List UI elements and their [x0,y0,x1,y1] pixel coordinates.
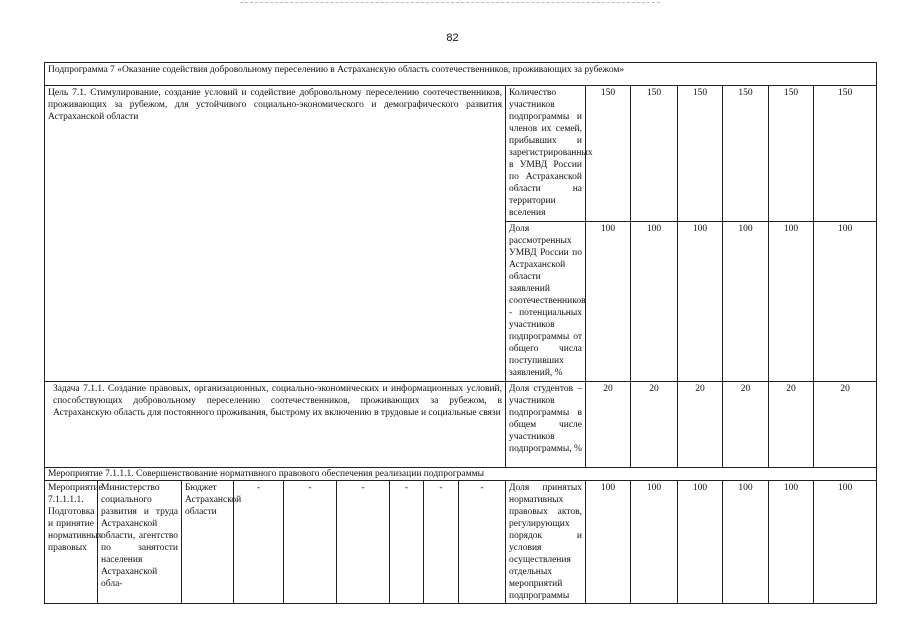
value-cell: 100 [586,481,631,604]
task-row [45,382,877,468]
task-indicator: Доля студентов – участников подпрограммы в общем числе участников подпрограммы, % [506,382,586,468]
empty-value-cell: - [337,481,390,604]
measure-header-row [45,468,877,481]
value-cell: 100 [631,222,678,382]
value-cell: 100 [631,481,678,604]
value-cell: 100 [723,222,769,382]
value-cell: 150 [769,86,814,222]
empty-value-cell: - [424,481,459,604]
subprogram-row [45,63,877,86]
value-cell: 100 [723,481,769,604]
measure-row [45,481,877,604]
subprogram-header: Подпрограмма 7 «Оказание содействия добровольному переселению в Астраханскую область соотечественников, проживающих за рубежом» [45,63,877,86]
empty-value-cell: - [459,481,506,604]
empty-value-cell: - [284,481,337,604]
goal-indicator-1: Количество участников подпрограммы и членов их семей, прибывших и зарегистрированных в УМВД России по Астраханской области на территории вселения [506,86,586,222]
program-table [44,62,877,604]
measure-source: Бюджет Астраханской области [182,481,234,604]
document-table-area [44,62,876,601]
value-cell: 20 [723,382,769,468]
goal-row-1 [45,86,877,222]
measure-indicator: Доля принятых нормативных правовых актов, регулирующих порядок и условия осуществления отдельных мероприятий подпрограммы [506,481,586,604]
measure-header: Мероприятие 7.1.1.1. Совершенствование нормативного правового обеспечения реализации подпрограммы [45,468,877,481]
goal-text: Цель 7.1. Стимулирование, создание условий и содействие добровольному переселению соотечественников, проживающих за рубежом, для устойчивого социально-экономического и демографического развития Астраханской области [45,86,506,382]
value-cell: 150 [723,86,769,222]
value-cell: 150 [631,86,678,222]
value-cell: 100 [678,481,723,604]
value-cell: 20 [631,382,678,468]
value-cell: 20 [769,382,814,468]
value-cell: 20 [814,382,877,468]
value-cell: 100 [586,222,631,382]
value-cell: 100 [769,481,814,604]
value-cell: 100 [769,222,814,382]
value-cell: 100 [814,222,877,382]
value-cell: 100 [814,481,877,604]
empty-value-cell: - [234,481,284,604]
task-text: Задача 7.1.1. Создание правовых, организационных, социально-экономических и информационных условий, способствующих добровольному переселению соотечественников, проживающих за рубежом, в Астраханскую область для постоянного проживания, быстрому их включению в трудовые и социальные связи [45,382,506,468]
value-cell: 100 [678,222,723,382]
empty-value-cell: - [390,481,424,604]
page-number: 82 [446,32,459,44]
value-cell: 20 [586,382,631,468]
value-cell: 150 [814,86,877,222]
scan-top-line [240,2,660,3]
measure-name: Мероприятие 7.1.1.1.1. Подготовка и принятие нормативных правовых [45,481,98,604]
value-cell: 150 [678,86,723,222]
measure-executor: Министерство социального развития и труда Астраханской области, агентство по занятости населения Астраханской обла- [98,481,182,604]
value-cell: 150 [586,86,631,222]
value-cell: 20 [678,382,723,468]
goal-indicator-2: Доля рассмотренных УМВД России по Астраханской области заявлений соотечественников - потенциальных участников подпрограммы от общего числа поступивших заявлений, % [506,222,586,382]
